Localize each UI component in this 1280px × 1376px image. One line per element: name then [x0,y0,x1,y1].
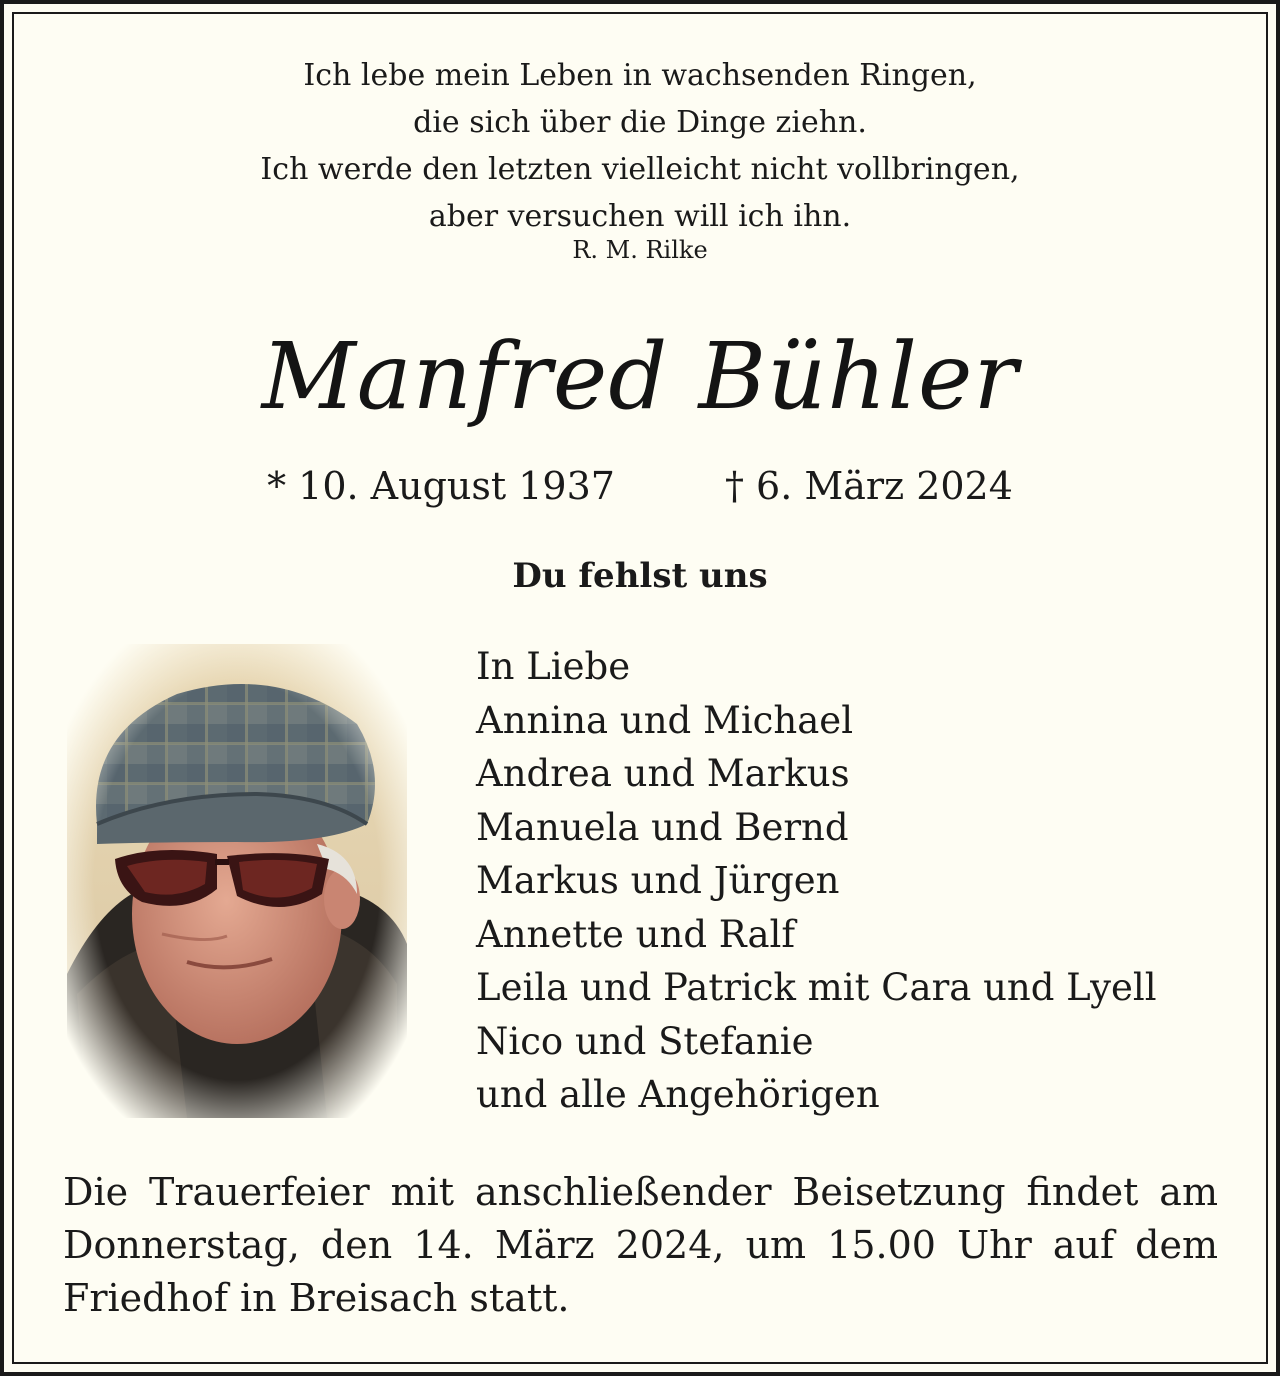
birth-date: * 10. August 1937 [267,464,615,508]
life-dates [0,462,1280,510]
family-line: Leila und Patrick mit Cara und Lyell [476,966,1157,1009]
family-line: Annette und Ralf [476,912,796,956]
family-line: Andrea und Markus [476,752,850,795]
headline: Du fehlst uns [512,556,768,596]
deceased-name: Manfred Bühler [261,323,1019,430]
family-list [476,640,1157,1122]
poem-line: die sich über die Dinge ziehn. [413,105,867,140]
ceremony-line: Donnerstag, den 14. März 2024, um 15.00 Uhr auf dem [63,1223,1218,1267]
death-date: † 6. März 2024 [724,464,1013,508]
family-line: Markus und Jürgen [476,859,840,902]
poem-author: R. M. Rilke [572,236,708,264]
family-line: In Liebe [476,645,631,688]
portrait-photo [67,644,407,1118]
poem-line: Ich werde den letzten vielleicht nicht vollbringen, [260,152,1020,187]
ceremony-line: Friedhof in Breisach statt. [63,1276,570,1320]
family-line: Annina und Michael [476,698,854,742]
portrait-illustration [67,644,407,1118]
family-line: und alle Angehörigen [476,1073,880,1116]
poem-line: Ich lebe mein Leben in wachsenden Ringen, [303,58,977,93]
family-line: Nico und Stefanie [476,1019,814,1063]
poem-line: aber versuchen will ich ihn. [428,199,852,234]
family-line: Manuela und Bernd [476,805,849,849]
poem [0,52,1280,240]
ceremony-notice [63,1166,1218,1325]
ceremony-line: Die Trauerfeier mit anschließender Beisetzung findet am [63,1170,1218,1214]
